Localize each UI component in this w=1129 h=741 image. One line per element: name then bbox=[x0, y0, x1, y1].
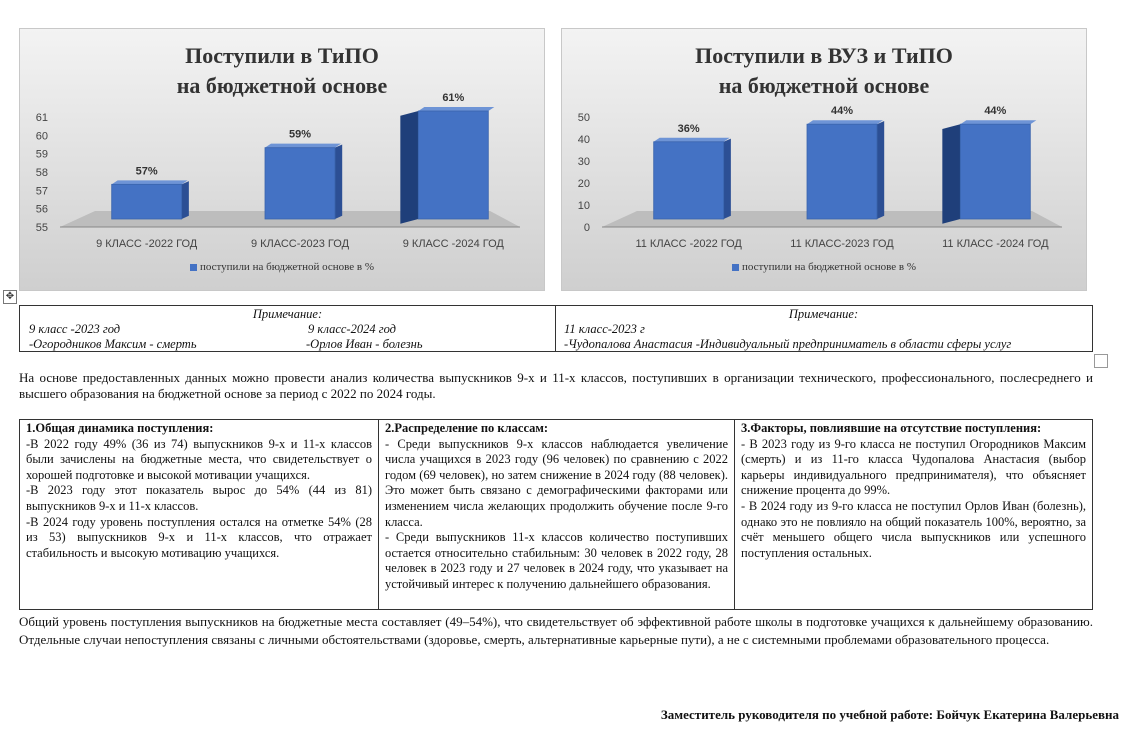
legend-swatch bbox=[190, 264, 197, 271]
x-category-label: 9 КЛАСС -2022 ГОД bbox=[96, 238, 198, 250]
chart-bar bbox=[654, 138, 731, 219]
analysis-cell-distribution bbox=[379, 420, 735, 609]
chart-bar-top bbox=[807, 120, 883, 124]
notes-line: -Чудопалова Анастасия -Индивидуальный предприниматель в области сферы услуг bbox=[564, 337, 1012, 351]
chart-bar bbox=[265, 144, 342, 219]
notes-line: 9 класс-2024 год bbox=[308, 322, 396, 336]
chart-bar-side bbox=[877, 121, 884, 219]
y-tick-label: 58 bbox=[35, 167, 48, 179]
y-tick-label: 57 bbox=[35, 185, 48, 198]
chart-title bbox=[20, 41, 544, 101]
analysis-paragraph: - В 2024 году из 9-го класса не поступил Орлов Иван (болезнь), однако это не повлияло на общий показатель 100%, вероятно, за счёт меньшего общего числа выпускников или успешного поступления остальных. bbox=[741, 498, 1086, 560]
legend-label: поступили на бюджетной основе в % bbox=[199, 261, 375, 273]
table-move-handle-icon[interactable]: ✥ bbox=[3, 290, 17, 304]
notes-cell-9-class bbox=[20, 306, 556, 351]
chart-bar-side bbox=[182, 181, 189, 219]
notes-line: 11 класс-2023 г bbox=[564, 322, 645, 336]
notes-line: 9 класс -2023 год bbox=[29, 322, 121, 336]
y-tick-label: 56 bbox=[35, 203, 48, 216]
chart-bar-side bbox=[400, 111, 418, 224]
table-resize-handle[interactable] bbox=[1094, 354, 1108, 368]
notes-table bbox=[19, 305, 1093, 352]
signature-line: Заместитель руководителя по учебной работе: Бойчук Екатерина Валерьевна bbox=[660, 707, 1119, 722]
chart-bar-front bbox=[418, 111, 488, 219]
y-tick-label: 10 bbox=[577, 200, 590, 212]
analysis-heading: 3.Факторы, повлиявшие на отсутствие поступления: bbox=[741, 421, 1042, 435]
x-category-label: 11 КЛАСС -2024 ГОД bbox=[942, 238, 1049, 250]
chart-title-line1: Поступили в ТиПО bbox=[185, 43, 379, 68]
chart-bar-front bbox=[807, 124, 877, 219]
data-label: 36% bbox=[677, 122, 700, 135]
intro-paragraph: На основе предоставленных данных можно провести анализ количества выпускников 9-х и 11-х классов, поступивших в организации технического, профессионального, послесреднего и высшего образования на бюджетной основе за период с 2022 по 2024 годы. bbox=[19, 370, 1093, 401]
chart-title-line2: на бюджетной основе bbox=[718, 73, 930, 98]
chart-bar-top bbox=[265, 144, 341, 148]
analysis-paragraph: -В 2022 году 49% (36 из 74) выпускников 9-х и 11-х классов были зачислены на бюджетные места, что свидетельствует о хорошей подготовке и высокой мотивации учащихся. bbox=[26, 436, 372, 482]
data-label: 61% bbox=[442, 92, 465, 104]
notes-header: Примечание: bbox=[788, 307, 859, 321]
chart-title bbox=[562, 41, 1086, 101]
chart-bar bbox=[807, 120, 884, 219]
chart-bar bbox=[112, 180, 189, 219]
notes-line: -Огородников Максим - смерть bbox=[29, 337, 197, 351]
y-tick-label: 55 bbox=[35, 222, 48, 234]
chart-title-line2: на бюджетной основе bbox=[176, 73, 388, 98]
analysis-heading: 1.Общая динамика поступления: bbox=[26, 421, 214, 435]
chart-bar bbox=[942, 120, 1036, 224]
chart-bar-front bbox=[112, 184, 182, 219]
data-label: 57% bbox=[135, 165, 158, 178]
legend-label: поступили на бюджетной основе в % bbox=[741, 261, 917, 273]
notes-header: Примечание: bbox=[252, 307, 323, 321]
summary-paragraph: Общий уровень поступления выпускников на бюджетные места составляет (49–54%), что свидетельствует об эффективной работе школы в подготовке учащихся к дальнейшему образованию. Отдельные случаи непоступления связаны с личными обстоятельствами (здоровье, смерть, альтернативные карьерные пути), а не с системными проблемами образовательного процесса. bbox=[19, 614, 1093, 647]
x-category-label: 9 КЛАСС -2024 ГОД bbox=[402, 238, 504, 250]
chart-bar-top bbox=[654, 138, 730, 142]
chart-bar-side bbox=[942, 124, 960, 224]
analysis-paragraph: - Среди выпускников 9-х классов наблюдается увеличение числа учащихся в 2023 году (96 человек) по сравнению с 2022 годом (69 человек), но затем снижение в 2024 году (88 человек). Это может быть связано с демографическими факторами или изменением числа желающих продолжить обучение после 9-го класса. bbox=[385, 436, 728, 529]
notes-line: -Орлов Иван - болезнь bbox=[306, 337, 423, 351]
chart-tipo bbox=[19, 28, 545, 291]
chart-bar-top bbox=[418, 107, 494, 111]
x-category-label: 11 КЛАСС-2023 ГОД bbox=[790, 238, 894, 250]
analysis-paragraph: -В 2023 году этот показатель вырос до 54% (44 из 81) выпускников 9-х и 11-х классов. bbox=[26, 483, 372, 513]
data-label: 44% bbox=[830, 105, 854, 118]
chart-bar-front bbox=[654, 142, 724, 219]
chart-bar-side bbox=[724, 139, 731, 219]
notes-cell-11-class bbox=[555, 306, 1092, 351]
chart-bar bbox=[400, 107, 494, 224]
chart-bar-side bbox=[335, 144, 342, 219]
y-tick-label: 50 bbox=[577, 112, 590, 124]
legend-swatch bbox=[732, 264, 739, 271]
analysis-heading: 2.Распределение по классам: bbox=[385, 421, 549, 435]
chart-bar-top bbox=[960, 120, 1036, 124]
analysis-paragraph: - Среди выпускников 11-х классов количество поступивших остается относительно стабильным: 30 человек в 2022 году, 28 человек в 2023 году и 27 человек в 2024 году, что указывает на устойчивый интерес к получению дальнейшего образования. bbox=[385, 530, 728, 591]
chart-bar-front bbox=[960, 124, 1030, 219]
x-category-label: 11 КЛАСС -2022 ГОД bbox=[635, 238, 742, 250]
analysis-cell-factors bbox=[735, 420, 1092, 609]
chart-bar-front bbox=[265, 148, 335, 219]
analysis-paragraph: - В 2023 году из 9-го класса не поступил Огородников Максим (смерть) и из 11-го класса Чудопалова Анастасия (выбор карьеры индивидуального предпринимателя), что объясняет снижение процента до 99%. bbox=[741, 436, 1086, 498]
y-tick-label: 0 bbox=[583, 222, 590, 234]
analysis-paragraph: -В 2024 году уровень поступления остался на отметке 54% (28 из 53) выпускников 9-х и 11-х классов, что отражает стабильность и высокую мотивацию учащихся. bbox=[26, 514, 372, 560]
y-tick-label: 30 bbox=[577, 156, 590, 168]
y-tick-label: 61 bbox=[35, 112, 48, 124]
chart-legend bbox=[562, 261, 1086, 273]
y-tick-label: 40 bbox=[577, 134, 590, 146]
chart-legend bbox=[20, 261, 544, 273]
y-tick-label: 20 bbox=[577, 178, 590, 190]
y-tick-label: 59 bbox=[35, 148, 48, 161]
data-label: 59% bbox=[288, 128, 312, 141]
analysis-table bbox=[19, 419, 1093, 610]
chart-vuz-tipo bbox=[561, 28, 1087, 291]
analysis-cell-dynamics bbox=[20, 420, 379, 609]
chart-title-line1: Поступили в ВУЗ и ТиПО bbox=[695, 43, 953, 68]
x-category-label: 9 КЛАСС-2023 ГОД bbox=[250, 238, 350, 250]
chart-bar-top bbox=[112, 180, 188, 184]
y-tick-label: 60 bbox=[35, 130, 48, 143]
data-label: 44% bbox=[984, 105, 1007, 118]
